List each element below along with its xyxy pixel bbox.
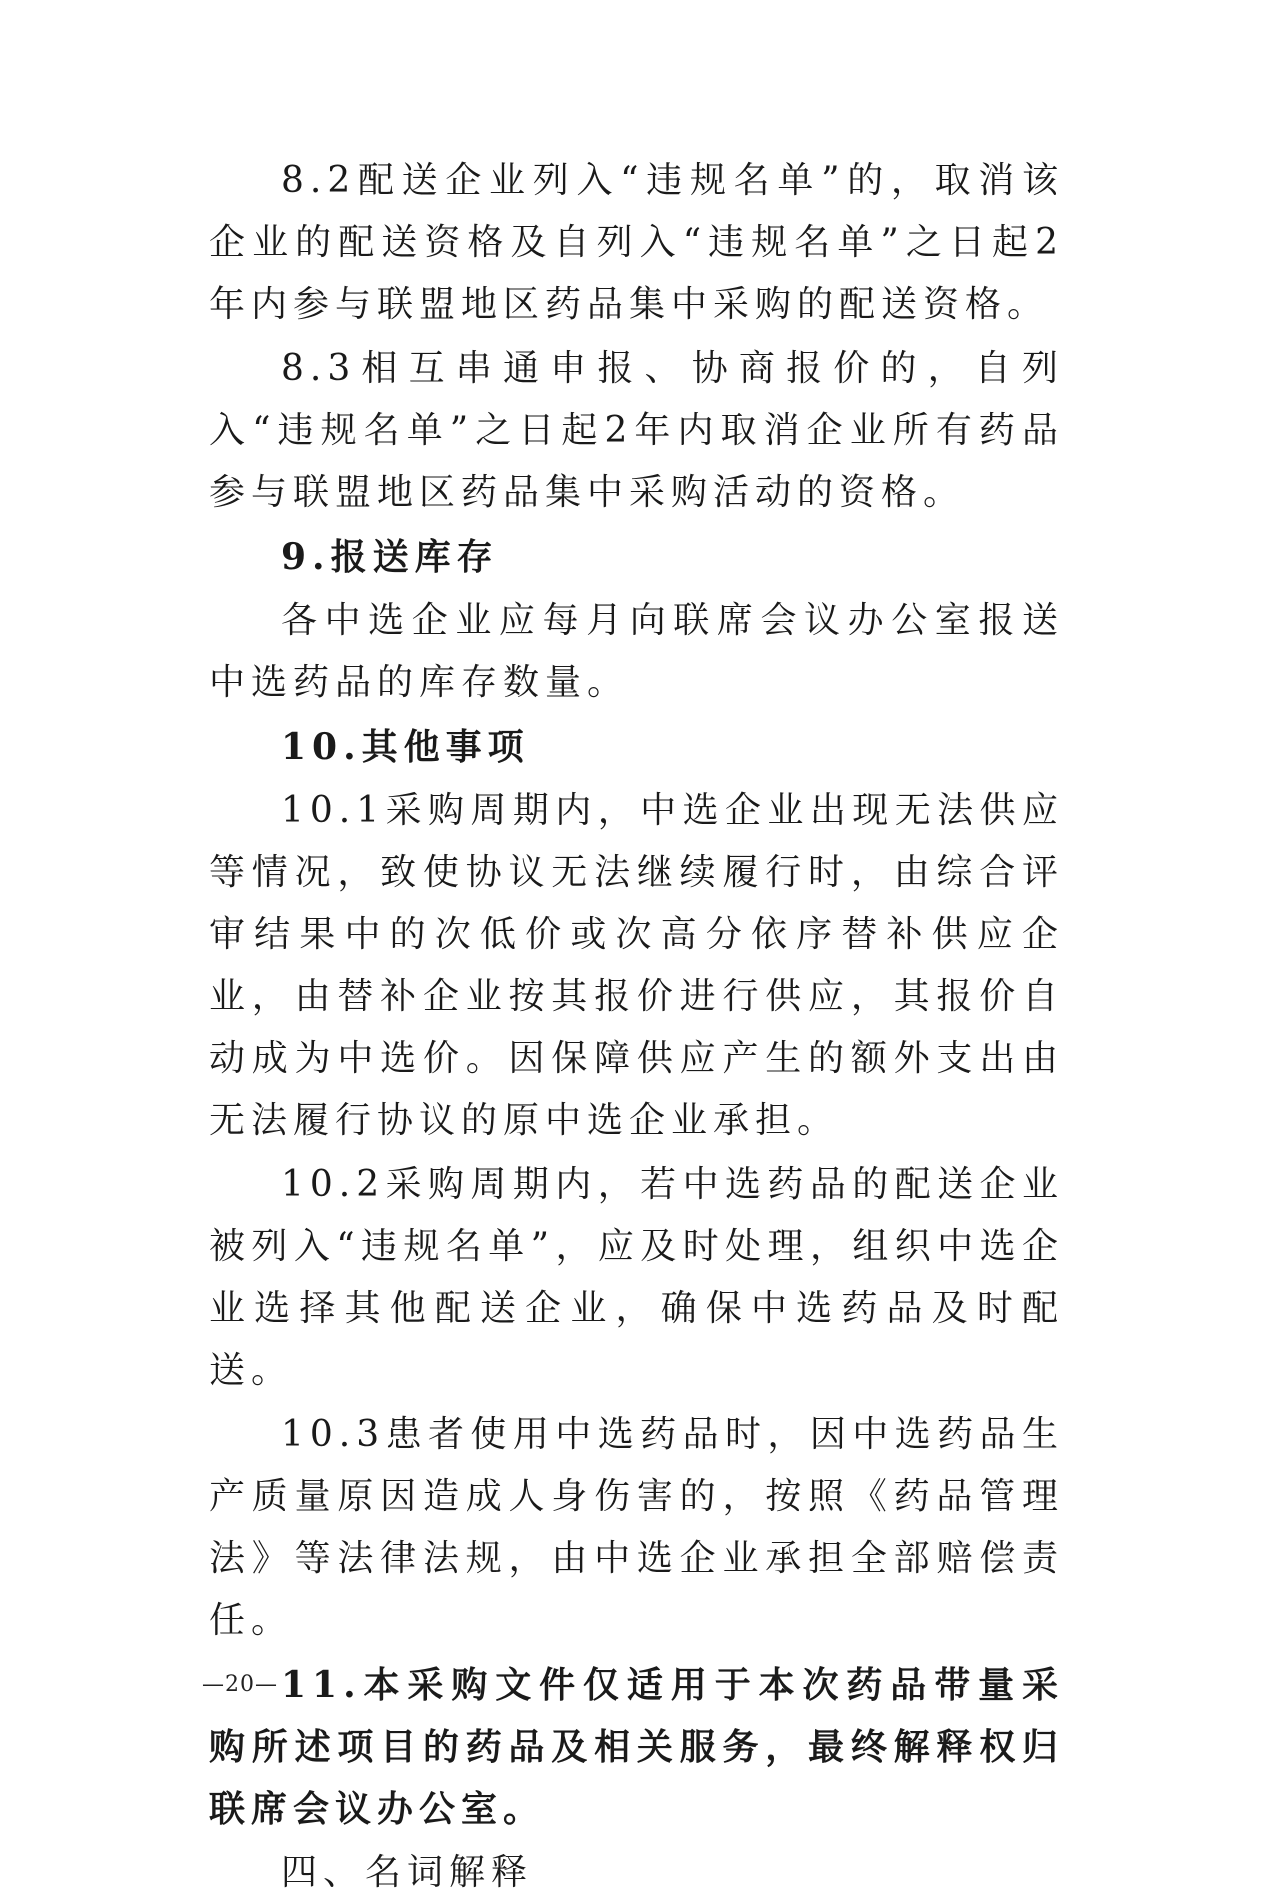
paragraph-10-3: 10.3患者使用中选药品时，因中选药品生产质量原因造成人身伤害的，按照《药品管理法》等法律法规，由中选企业承担全部赔偿责任。: [209, 1414, 1064, 1641]
paragraph-10-2: 10.2采购周期内，若中选药品的配送企业被列入“违规名单”，应及时处理，组织中选企业选择其他配送企业，确保中选药品及时配送。: [209, 1164, 1064, 1391]
page-number: —20—: [202, 1672, 278, 1697]
paragraph-8-2: 8.2配送企业列入“违规名单”的，取消该企业的配送资格及自列入“违规名单”之日起2年内参与联盟地区药品集中采购的配送资格。: [209, 160, 1064, 325]
paragraph-11-scope: 11.本采购文件仅适用于本次药品带量采购所述项目的药品及相关服务，最终解释权归联席会议办公室。: [209, 1664, 1064, 1830]
heading-10-other-matters: 10.其他事项: [281, 726, 530, 768]
document-body: [209, 150, 1064, 1904]
heading-9-inventory-report: 9.报送库存: [281, 536, 499, 578]
paragraph-8-3: 8.3相互串通申报、协商报价的，自列入“违规名单”之日起2年内取消企业所有药品参与联盟地区药品集中采购活动的资格。: [209, 348, 1064, 513]
paragraph-9-body: 各中选企业应每月向联席会议办公室报送中选药品的库存数量。: [209, 600, 1064, 703]
section-heading-4-definitions: 四、名词解释: [281, 1852, 534, 1893]
paragraph-10-1: 10.1采购周期内，中选企业出现无法供应等情况，致使协议无法继续履行时，由综合评审结果中的次低价或次高分依序替补供应企业，由替补企业按其报价进行供应，其报价自动成为中选价。因保障供应产生的额外支出由无法履行协议的原中选企业承担。: [209, 790, 1064, 1141]
